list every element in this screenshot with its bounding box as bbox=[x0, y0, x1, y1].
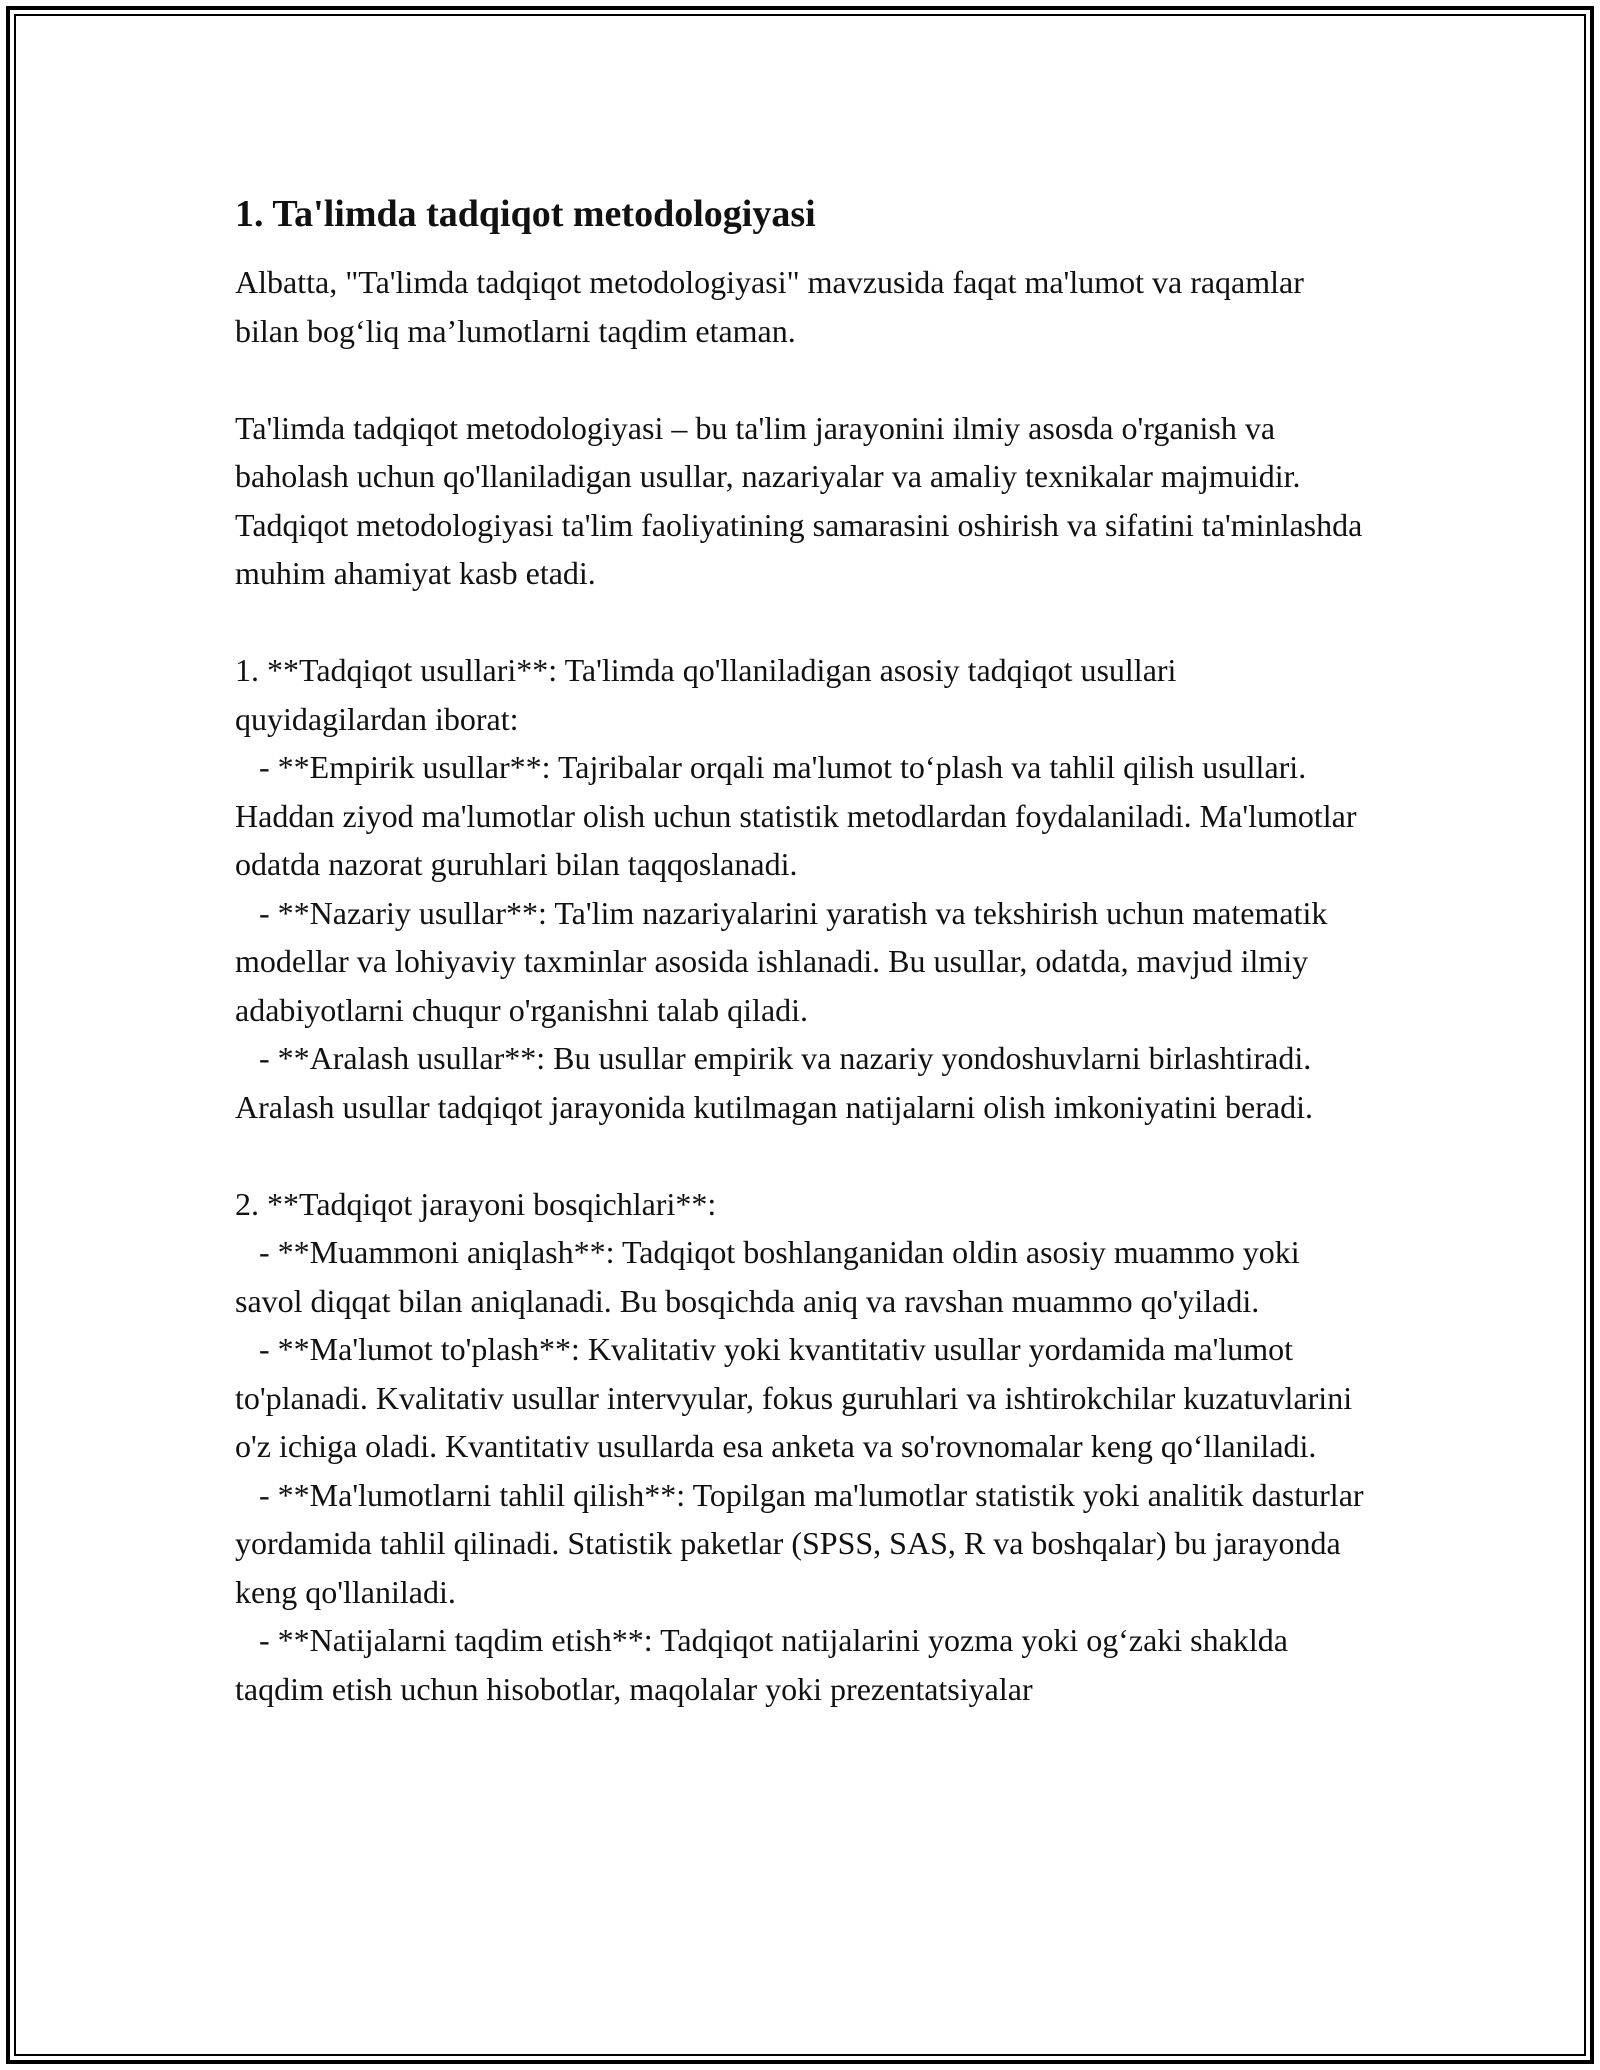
section-1-item-aralash: - **Aralash usullar**: Bu usullar empirik va nazariy yondoshuvlarni birlashtiradi. Aralash usullar tadqiqot jarayonida kutilmagan natijalarni olish imkoniyatini beradi. bbox=[235, 1040, 1318, 1125]
section-2-title: 2. **Tadqiqot jarayoni bosqichlari**: bbox=[235, 1185, 717, 1222]
intro-paragraph: Albatta, "Ta'limda tadqiqot metodologiyasi" mavzusida faqat ma'lumot va raqamlar bilan bog‘liq ma’lumotlarni taqdim etaman. bbox=[235, 264, 1312, 349]
section-1-item-nazariy: - **Nazariy usullar**: Ta'lim nazariyalarini yaratish va tekshirish uchun matematik modellar va lohiyaviy taxminlar asosida ishlanadi. Bu usullar, odatda, mavjud ilmiy adabiyotlarni chuqur o'rganishni talab qiladi. bbox=[235, 894, 1336, 1028]
section-2-item-natija: - **Natijalarni taqdim etish**: Tadqiqot natijalarini yozma yoki og‘zaki shaklda taqdim etish uchun hisobotlar, maqolalar yoki prezentatsiyalar bbox=[235, 1622, 1296, 1707]
paragraph-gap bbox=[235, 355, 1370, 404]
definition-paragraph: Ta'limda tadqiqot metodologiyasi – bu ta'lim jarayonini ilmiy asosda o'rganish va baholash uchun qo'llaniladigan usullar, nazariyalar va amaliy texnikalar majmuidir. Tadqiqot metodologiyasi ta'lim faoliyatining samarasini oshirish va sifatini ta'minlashda muhim ahamiyat kasb etadi. bbox=[235, 409, 1371, 591]
document-heading: 1. Ta'limda tadqiqot metodologiyasi bbox=[235, 193, 816, 235]
paragraph-gap bbox=[235, 1131, 1370, 1180]
section-2-item-malumot: - **Ma'lumot to'plash**: Kvalitativ yoki kvantitativ usullar yordamida ma'lumot to'planadi. Kvalitativ usullar intervyular, fokus guruhlari va ishtirokchilar kuzatuvlarini o'z ichiga oladi. Kvantitativ usullarda esa anketa va so'rovnomalar keng qo‘llaniladi. bbox=[235, 1331, 1361, 1464]
section-2-item-tahlil: - **Ma'lumotlarni tahlil qilish**: Topilgan ma'lumotlar statistik yoki analitik dasturlar yordamida tahlil qilinadi. Statistik paketlar (SPSS, SAS, R va boshqalar) bu jarayonda keng qo'llaniladi. bbox=[235, 1476, 1372, 1610]
document-body bbox=[235, 190, 1370, 1713]
section-1-title: 1. **Tadqiqot usullari**: Ta'limda qo'llaniladigan asosiy tadqiqot usullari quyidagilardan iborat: bbox=[235, 652, 1185, 737]
paragraph-gap bbox=[235, 598, 1370, 647]
section-2-item-muammo: - **Muammoni aniqlash**: Tadqiqot boshlanganidan oldin asosiy muammo yoki savol diqqat bilan aniqlanadi. Bu bosqichda aniq va ravshan muammo qo'yiladi. bbox=[235, 1234, 1308, 1319]
section-1-item-empirik: - **Empirik usullar**: Tajribalar orqali ma'lumot to‘plash va tahlil qilish usullari. Haddan ziyod ma'lumotlar olish uchun statistik metodlardan foydalaniladi. Ma'lumotlar odatda nazorat guruhlari bilan taqqoslanadi. bbox=[235, 749, 1365, 882]
